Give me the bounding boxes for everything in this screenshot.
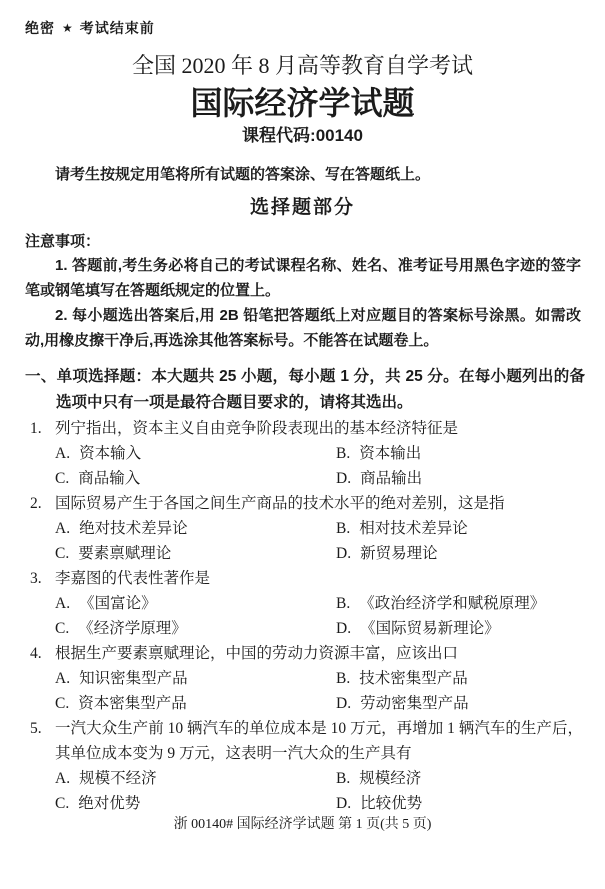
question-text: 根据生产要素禀赋理论，中国的劳动力资源丰富，应该出口 (55, 645, 459, 662)
question-number: 3. (30, 570, 42, 587)
option-text: 《国富论》 (79, 595, 157, 612)
note-item-1: 1. 答题前,考生务必将自己的考试课程名称、姓名、准考证号用黑色字迹的签字笔或钢笔填写在答题纸规定的位置上。 (25, 257, 581, 299)
option-a (55, 591, 336, 616)
question-text: 国际贸易产生于各国之间生产商品的技术水平的绝对差别，这是指 (55, 495, 505, 512)
option-d (336, 791, 583, 816)
option-c (55, 691, 336, 716)
question-stem (30, 641, 583, 666)
option-text: 商品输入 (78, 470, 141, 487)
question-text: 列宁指出，资本主义自由竞争阶段表现出的基本经济特征是 (55, 420, 459, 437)
option-a (55, 766, 336, 791)
option-d (336, 541, 583, 566)
notes-heading: 注意事项： (25, 233, 101, 250)
option-b (336, 666, 583, 691)
option-b (336, 441, 583, 466)
option-key: D. (336, 620, 352, 637)
secrecy-label (25, 19, 605, 38)
option-key: A. (55, 520, 71, 537)
option-b (336, 591, 583, 616)
option-c (55, 541, 336, 566)
option-grid (30, 666, 583, 716)
option-text: 知识密集型产品 (79, 670, 188, 687)
option-text: 新贸易理论 (360, 545, 438, 562)
option-text: 技术密集型产品 (359, 670, 468, 687)
exam-title: 国际经济学试题 (190, 85, 415, 121)
secrecy-prefix: 绝密 (25, 20, 55, 36)
option-key: B. (336, 670, 351, 687)
option-key: A. (55, 670, 71, 687)
option-a (55, 666, 336, 691)
question-stem (30, 566, 583, 591)
option-d (336, 616, 583, 641)
option-text: 《国际贸易新理论》 (360, 620, 500, 637)
option-text: 劳动密集型产品 (360, 695, 469, 712)
option-c (55, 616, 336, 641)
option-grid (30, 591, 583, 641)
secrecy-suffix: 考试结束前 (79, 20, 155, 36)
question-number: 5. (30, 720, 42, 737)
option-key: C. (55, 795, 70, 812)
option-key: B. (336, 770, 351, 787)
option-text: 资本密集型产品 (78, 695, 187, 712)
option-key: B. (336, 595, 351, 612)
option-key: C. (55, 470, 70, 487)
option-text: 《经济学原理》 (78, 620, 187, 637)
option-c (55, 791, 336, 816)
option-text: 相对技术差异论 (359, 520, 468, 537)
star-icon: ★ (62, 21, 73, 35)
question-list (30, 416, 583, 816)
answer-sheet-instruction: 请考生按规定用笔将所有试题的答案涂、写在答题纸上。 (55, 166, 431, 183)
question-stem (30, 491, 583, 516)
option-key: A. (55, 445, 71, 462)
option-key: D. (336, 695, 352, 712)
course-code: 课程代码:00140 (242, 126, 363, 145)
option-text: 资本输入 (79, 445, 142, 462)
option-key: C. (55, 620, 70, 637)
option-c (55, 466, 336, 491)
option-key: A. (55, 770, 71, 787)
option-b (336, 516, 583, 541)
question-text: 李嘉图的代表性著作是 (55, 570, 211, 587)
option-key: B. (336, 520, 351, 537)
question-number: 2. (30, 495, 42, 512)
option-grid (30, 516, 583, 566)
page-footer: 浙 00140# 国际经济学试题 第 1 页(共 5 页) (173, 817, 432, 832)
question-3 (30, 566, 583, 641)
option-grid (30, 766, 583, 816)
option-d (336, 466, 583, 491)
question-stem (30, 716, 583, 766)
question-2 (30, 491, 583, 566)
option-b (336, 766, 583, 791)
option-text: 比较优势 (360, 795, 423, 812)
option-text: 规模经济 (359, 770, 422, 787)
question-stem (30, 416, 583, 441)
option-text: 绝对优势 (78, 795, 141, 812)
option-key: C. (55, 695, 70, 712)
option-key: D. (336, 545, 352, 562)
option-text: 《政治经济学和赋税原理》 (359, 595, 546, 612)
option-grid (30, 441, 583, 491)
section-one-heading: 一、单项选择题：本大题共 25 小题，每小题 1 分，共 25 分。在每小题列出的备选项中只有一项是最符合题目要求的，请将其选出。 (25, 368, 585, 411)
option-text: 要素禀赋理论 (78, 545, 172, 562)
session-title: 全国 2020 年 8 月高等教育自学考试 (131, 53, 473, 78)
option-text: 资本输出 (359, 445, 422, 462)
question-5 (30, 716, 583, 816)
question-number: 1. (30, 420, 42, 437)
option-key: C. (55, 545, 70, 562)
question-number: 4. (30, 645, 42, 662)
option-a (55, 441, 336, 466)
option-a (55, 516, 336, 541)
option-key: D. (336, 470, 352, 487)
option-text: 绝对技术差异论 (79, 520, 188, 537)
option-text: 规模不经济 (79, 770, 157, 787)
question-4 (30, 641, 583, 716)
part-title: 选择题部分 (249, 197, 355, 218)
question-1 (30, 416, 583, 491)
question-text: 一汽大众生产前 10 辆汽车的单位成本是 10 万元，再增加 1 辆汽车的生产后，其单位成本变为 9 万元，这表明一汽大众的生产具有 (55, 720, 583, 762)
option-key: D. (336, 795, 352, 812)
option-d (336, 691, 583, 716)
option-text: 商品输出 (360, 470, 423, 487)
option-key: A. (55, 595, 71, 612)
option-key: B. (336, 445, 351, 462)
note-item-2: 2. 每小题选出答案后,用 2B 铅笔把答题纸上对应题目的答案标号涂黑。如需改动,用橡皮擦干净后,再选涂其他答案标号。不能答在试题卷上。 (25, 307, 581, 349)
